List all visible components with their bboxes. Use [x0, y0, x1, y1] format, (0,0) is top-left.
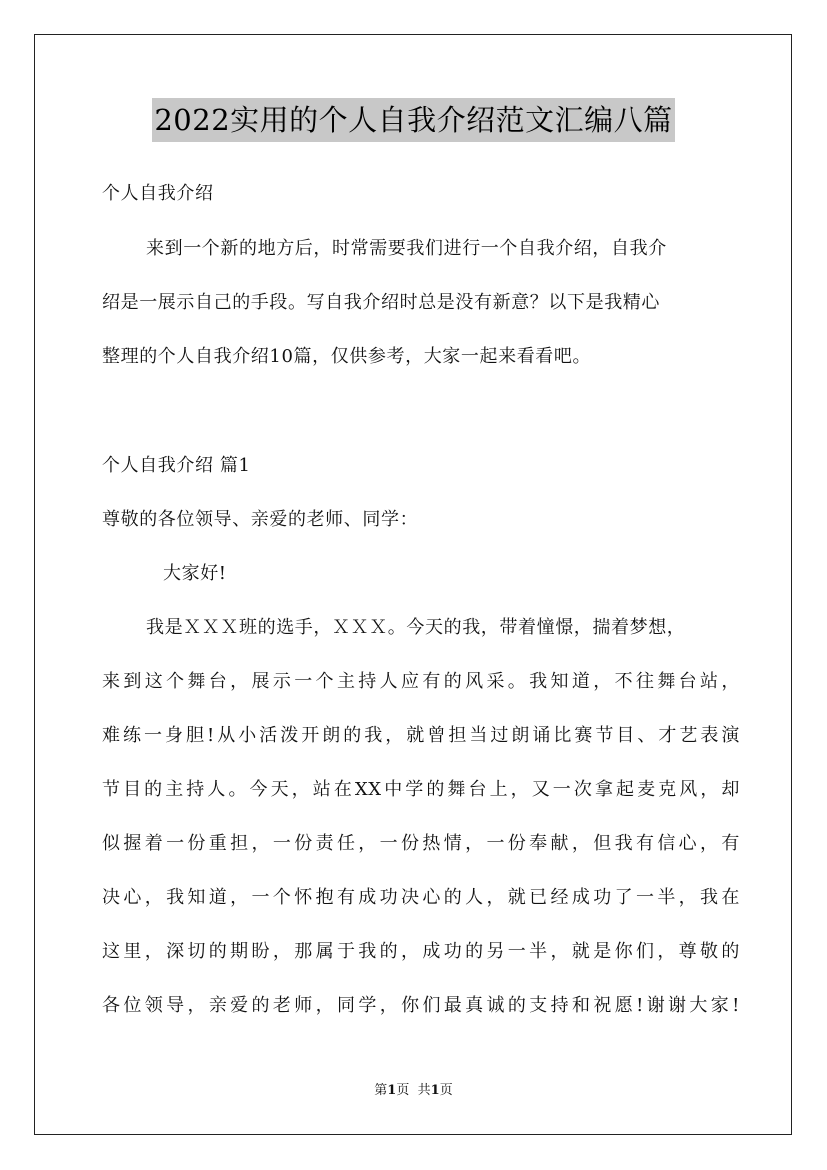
salutation: 尊敬的各位领导、亲爱的老师、同学： [102, 509, 419, 530]
total-suffix: 页 [439, 1083, 453, 1098]
part1-heading: 个人自我介绍 篇1 [102, 455, 251, 476]
body-line-5: 似握着一份重担，一份责任，一份热情，一份奉献，但我有信心，有 [102, 833, 740, 854]
section-heading: 个人自我介绍 [102, 183, 214, 204]
page-footer [0, 1082, 827, 1100]
greeting: 大家好! [163, 563, 227, 584]
intro-line-2: 绍是一展示自己的手段。写自我介绍时总是没有新意？以下是我精心 [102, 292, 660, 313]
page-suffix: 页 [396, 1083, 410, 1098]
body-line-8: 各位领导，亲爱的老师，同学，你们最真诚的支持和祝愿!谢谢大家! [102, 995, 740, 1016]
body-line-7: 这里，深切的期盼，那属于我的，成功的另一半，就是你们，尊敬的 [102, 941, 740, 962]
body-line-4: 节目的主持人。今天，站在XX中学的舞台上，又一次拿起麦克风，却 [102, 779, 740, 800]
page-number: 1 [387, 1083, 397, 1098]
body-line-3: 难练一身胆!从小活泼开朗的我，就曾担当过朗诵比赛节目、才艺表演 [102, 725, 740, 746]
intro-line-3: 整理的个人自我介绍10篇，仅供参考，大家一起来看看吧。 [102, 346, 592, 367]
intro-line-1: 来到一个新的地方后，时常需要我们进行一个自我介绍，自我介 [146, 238, 667, 259]
body-line-6: 决心，我知道，一个怀抱有成功决心的人，就已经成功了一半，我在 [102, 887, 740, 908]
total-pages: 1 [430, 1083, 440, 1098]
document-title-block [0, 98, 827, 142]
document-title: 2022实用的个人自我介绍范文汇编八篇 [152, 98, 674, 142]
body-line-2: 来到这个舞台，展示一个主持人应有的风采。我知道，不往舞台站， [102, 671, 740, 692]
page-prefix: 第 [374, 1083, 388, 1098]
body-line-1: 我是ＸＸＸ班的选手，ＸＸＸ。今天的我，带着憧憬，揣着梦想， [146, 617, 686, 638]
total-prefix: 共 [417, 1083, 431, 1098]
